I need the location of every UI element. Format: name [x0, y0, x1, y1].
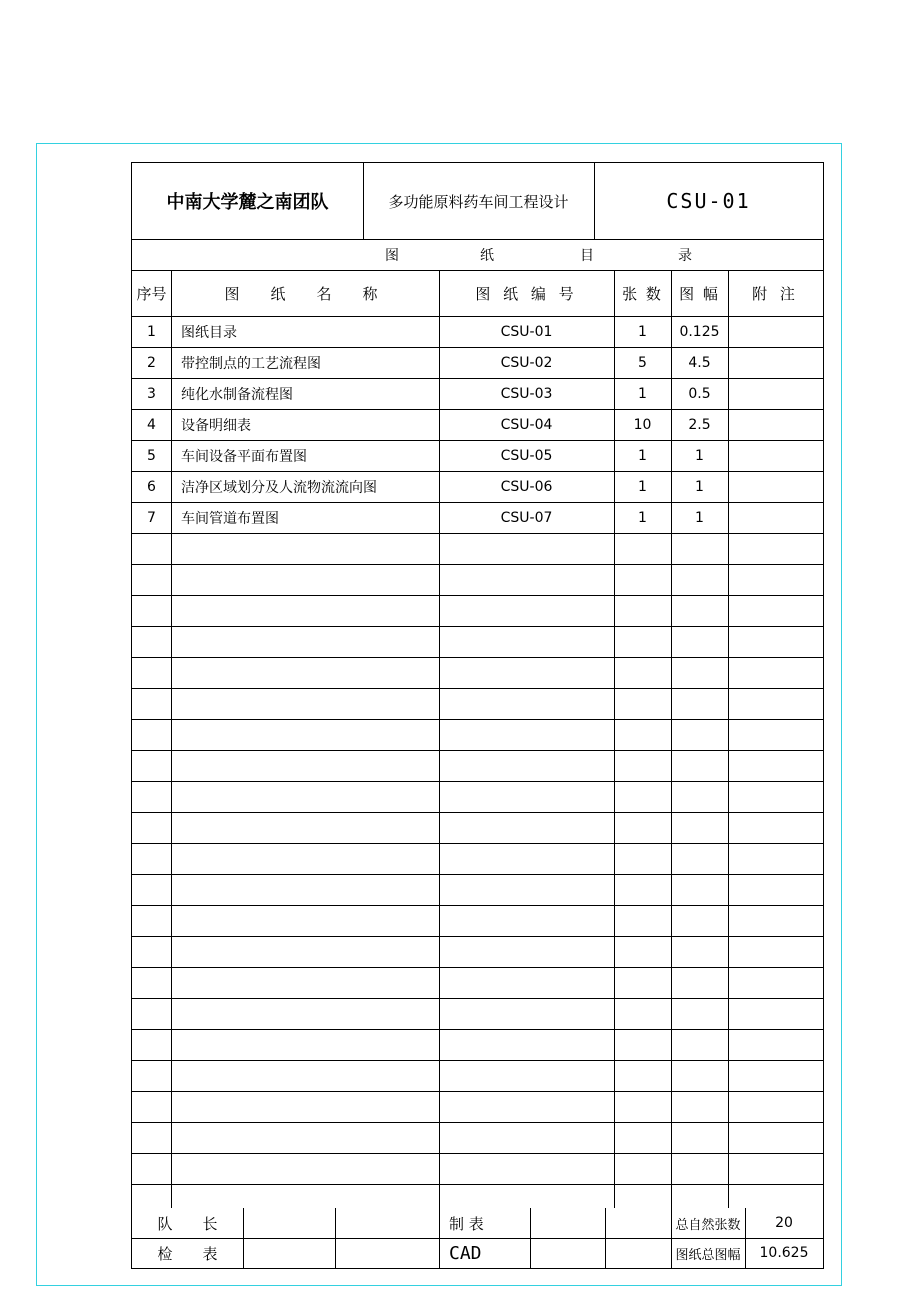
grid-line	[132, 564, 823, 565]
grid-line	[132, 657, 823, 658]
grid-line	[132, 1122, 823, 1123]
col-header-count: 张 数	[622, 284, 663, 303]
grid-line	[132, 409, 823, 410]
row-size: 1	[695, 478, 704, 495]
col-header-name: 图 纸 名 称	[224, 284, 386, 303]
grid-line	[132, 874, 823, 875]
grid-line	[132, 1029, 823, 1030]
row-size: 0.125	[679, 323, 720, 340]
row-no: 2	[147, 354, 156, 371]
grid-line	[132, 719, 823, 720]
grid-line	[132, 378, 823, 379]
grid-line	[439, 270, 440, 1208]
row-count: 5	[638, 354, 647, 371]
row-no: 7	[147, 509, 156, 526]
row-count: 1	[638, 509, 647, 526]
row-name: 洁净区域划分及人流物流流向图	[181, 479, 377, 496]
total-size-value: 10.625	[759, 1245, 809, 1261]
grid-line	[530, 1208, 531, 1268]
project-title: 多功能原料药车间工程设计	[388, 192, 569, 211]
row-code: CSU-02	[500, 354, 553, 371]
maker-value: CAD	[449, 1242, 482, 1264]
total-sheets-label: 总自然张数	[675, 1217, 741, 1233]
grid-line	[132, 905, 823, 906]
grid-line	[132, 316, 823, 317]
row-size: 1	[695, 509, 704, 526]
grid-line	[132, 595, 823, 596]
row-name: 纯化水制备流程图	[181, 386, 293, 403]
row-no: 5	[147, 447, 156, 464]
catalog-title-4: 录	[678, 247, 692, 264]
row-code: CSU-03	[500, 385, 553, 402]
grid-line	[132, 812, 823, 813]
row-size: 4.5	[688, 354, 711, 371]
grid-line	[671, 270, 672, 1208]
col-header-size: 图 幅	[679, 284, 720, 303]
grid-line	[605, 1208, 606, 1268]
grid-line	[132, 626, 823, 627]
row-size: 2.5	[688, 416, 711, 433]
grid-line	[132, 270, 823, 271]
row-name: 车间设备平面布置图	[181, 448, 307, 465]
row-code: CSU-06	[500, 478, 553, 495]
row-no: 1	[147, 323, 156, 340]
row-name: 车间管道布置图	[181, 510, 279, 527]
catalog-title-2: 纸	[480, 247, 494, 264]
row-code: CSU-01	[500, 323, 553, 340]
leader-label: 队 长	[157, 1214, 218, 1233]
grid-line	[335, 1208, 336, 1268]
total-sheets-value: 20	[775, 1215, 793, 1231]
row-code: CSU-07	[500, 509, 553, 526]
row-size: 1	[695, 447, 704, 464]
col-header-no: 序号	[136, 284, 167, 303]
catalog-title-3: 目	[580, 247, 594, 264]
grid-line	[132, 688, 823, 689]
grid-line	[745, 1208, 746, 1268]
grid-line	[132, 1153, 823, 1154]
grid-line	[671, 1208, 672, 1268]
catalog-title-1: 图	[385, 247, 399, 264]
grid-line	[132, 1060, 823, 1061]
grid-line	[243, 1208, 244, 1268]
checker-label: 检 表	[157, 1244, 218, 1263]
row-count: 1	[638, 323, 647, 340]
row-size: 0.5	[688, 385, 711, 402]
grid-line	[132, 471, 823, 472]
total-size-label: 图纸总图幅	[675, 1247, 741, 1263]
row-code: CSU-04	[500, 416, 553, 433]
row-name: 带控制点的工艺流程图	[181, 355, 321, 372]
grid-line	[594, 163, 595, 239]
col-header-note: 附 注	[752, 284, 799, 303]
grid-line	[132, 1184, 823, 1185]
grid-line	[132, 750, 823, 751]
maker-label: 制 表	[449, 1214, 484, 1233]
drawing-code: CSU-01	[666, 189, 751, 213]
grid-line	[132, 239, 823, 240]
grid-line	[614, 270, 615, 1208]
grid-line	[132, 967, 823, 968]
grid-line	[132, 1238, 823, 1239]
row-count: 10	[633, 416, 652, 433]
grid-line	[132, 1091, 823, 1092]
grid-line	[132, 502, 823, 503]
grid-line	[132, 533, 823, 534]
grid-line	[171, 270, 172, 1208]
row-code: CSU-05	[500, 447, 553, 464]
row-no: 4	[147, 416, 156, 433]
row-no: 6	[147, 478, 156, 495]
grid-line	[363, 163, 364, 239]
grid-line	[132, 440, 823, 441]
row-name: 图纸目录	[181, 324, 237, 341]
grid-line	[132, 936, 823, 937]
row-count: 1	[638, 478, 647, 495]
row-no: 3	[147, 385, 156, 402]
catalog-sheet	[131, 162, 824, 1269]
team-name: 中南大学麓之南团队	[166, 192, 329, 213]
row-name: 设备明细表	[181, 417, 251, 434]
grid-line	[728, 270, 729, 1208]
grid-line	[132, 347, 823, 348]
col-header-code: 图 纸 编 号	[475, 284, 578, 303]
grid-line	[132, 998, 823, 999]
row-count: 1	[638, 447, 647, 464]
grid-line	[439, 1208, 440, 1268]
row-count: 1	[638, 385, 647, 402]
grid-line	[132, 781, 823, 782]
grid-line	[132, 843, 823, 844]
